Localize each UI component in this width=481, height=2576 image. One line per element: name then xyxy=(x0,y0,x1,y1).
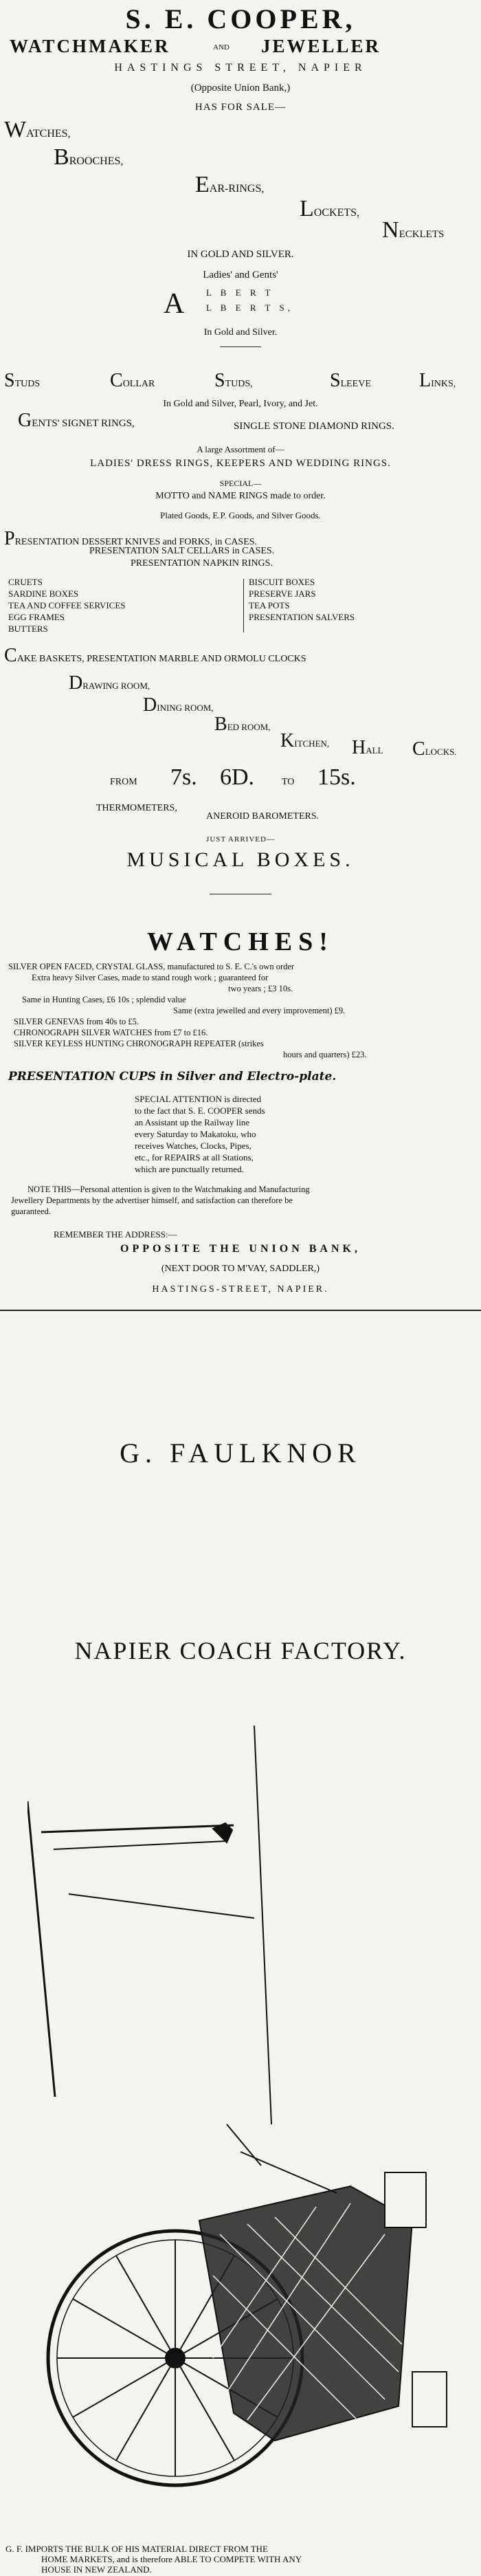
watch-line: SILVER OPEN FACED, CRYSTAL GLASS, manufactured to S. E. C.'s own order xyxy=(8,962,295,971)
special-attention-block: SPECIAL ATTENTION is directed to the fact that S. E. COOPER sends an Assistant up the Railway line every Saturday to Makatoku, who receives Watches, Clocks, Pipes, etc., for REPAIRS at all Stations, which are punctually returned. xyxy=(135,1094,265,1174)
watch-line: SILVER KEYLESS HUNTING CHRONOGRAPH REPEATER (strikes xyxy=(14,1039,264,1048)
rear-step xyxy=(412,2372,447,2427)
watches-heading: WATCHES! xyxy=(147,927,334,956)
clock-dining-room: DINING ROOM, xyxy=(143,694,214,716)
remember-address: REMEMBER THE ADDRESS:— xyxy=(54,1229,177,1240)
presentation-knives: PRESENTATION DESSERT KNIVES and FORKS, in CASES. xyxy=(4,528,258,549)
next-door: (NEXT DOOR TO M'VAY, SADDLER,) xyxy=(161,1264,320,1274)
goods-left-column: CRUETS SARDINE BOXES TEA AND COFFEE SERVICES EGG FRAMES BUTTERS xyxy=(8,577,126,634)
ladies-dress-rings: LADIES' DRESS RINGS, KEEPERS AND WEDDING RINGS. xyxy=(90,458,391,469)
alberts-capital-a: A xyxy=(164,288,185,320)
cake-baskets: CAKE BASKETS, PRESENTATION MARBLE AND ORMOLU CLOCKS xyxy=(4,645,306,666)
alberts-subtitle: In Gold and Silver. xyxy=(203,327,278,338)
gents-signet-rings: GENTS' SIGNET RINGS, xyxy=(18,410,135,431)
price-6d: 6D. xyxy=(220,764,255,790)
watch-line: CHRONOGRAPH SILVER WATCHES from £7 to £16. xyxy=(14,1028,208,1037)
clock-clocks: CLOCKS. xyxy=(412,738,457,760)
watch-line: two years ; £3 10s. xyxy=(228,984,293,993)
clock-hall: HALL xyxy=(352,737,383,758)
to-label: TO xyxy=(282,777,295,787)
presentation-salt: PRESENTATION SALT CELLARS in CASES. xyxy=(89,546,275,556)
aneroid-barometers: ANEROID BAROMETERS. xyxy=(206,811,320,822)
special-label: SPECIAL— xyxy=(219,478,262,488)
clock-bed-room: BED ROOM, xyxy=(214,714,271,735)
imports-paragraph: G. F. IMPORTS THE BULK OF HIS MATERIAL DIRECT FROM THE HOME MARKETS, and is therefore ABLE TO COMPETE WITH ANY HOUSE IN NEW ZEALAND. xyxy=(5,2544,302,2575)
shaft-line xyxy=(254,1726,271,2124)
row-item-studs: STUDS xyxy=(4,370,41,391)
large-assortment: A large Assortment of— xyxy=(197,444,284,454)
alberts-line-2: L B E R T S, xyxy=(206,302,293,313)
seat-box xyxy=(385,2172,426,2227)
cascade-item-earrings: EAR-RINGS, xyxy=(195,172,265,197)
presentation-cups: PRESENTATION CUPS in Silver and Electro-plate. xyxy=(8,1070,337,1083)
street-line: HASTINGS STREET, NAPIER xyxy=(114,62,367,74)
goods-right-column: BISCUIT BOXES PRESERVE JARS TEA POTS PRESENTATION SALVERS xyxy=(249,577,355,622)
from-label: FROM xyxy=(110,777,137,787)
watchmaker-heading: WATCHMAKER xyxy=(10,36,170,56)
watch-line: SILVER GENEVAS from 40s to £5. xyxy=(14,1017,139,1026)
motto-rings: MOTTO and NAME RINGS made to order. xyxy=(155,491,326,501)
cascade-item-necklets: NECKLETS xyxy=(382,217,445,243)
shaft-line xyxy=(27,1801,55,2097)
just-arrived: JUST ARRIVED— xyxy=(206,835,275,844)
cascade-item-lockets: LOCKETS, xyxy=(300,196,360,221)
row-item-links: LINKS, xyxy=(419,370,456,391)
has-for-sale: HAS FOR SALE— xyxy=(194,102,287,113)
clock-kitchen: KITCHEN, xyxy=(280,730,330,751)
column-divider xyxy=(243,579,244,632)
and-word: AND xyxy=(213,43,230,52)
hastings-napier: HASTINGS-STREET, NAPIER. xyxy=(152,1284,329,1295)
advert-title: S. E. COOPER, xyxy=(125,3,356,34)
jeweller-heading: JEWELLER xyxy=(261,36,381,56)
cascade-item-brooches: BROOCHES, xyxy=(54,144,124,170)
opposite-union-bank: (Opposite Union Bank,) xyxy=(190,82,291,93)
plated-goods: Plated Goods, E.P. Goods, and Silver Goods. xyxy=(160,510,321,520)
price-15s: 15s. xyxy=(317,764,356,790)
crossbar xyxy=(41,1825,234,1832)
watch-line: Same (extra jewelled and every improvement) £9. xyxy=(173,1006,346,1015)
watch-line: Extra heavy Silver Cases, made to stand rough work ; guaranteed for xyxy=(32,973,269,982)
materials-line: In Gold and Silver, Pearl, Ivory, and Jet. xyxy=(163,399,318,409)
watch-line: hours and quarters) £23. xyxy=(283,1050,367,1059)
cascade-item-watches: WATCHES, xyxy=(4,117,71,142)
row-item-sleeve: SLEEVE xyxy=(330,370,371,391)
alberts-line-1: L B E R T xyxy=(206,287,274,298)
divider xyxy=(220,346,261,347)
advert-separator xyxy=(0,1310,481,1311)
thermometers: THERMOMETERS, xyxy=(96,803,177,813)
watch-line: Same in Hunting Cases, £6 10s ; splendid value xyxy=(22,995,186,1004)
clock-drawing-room: DRAWING ROOM, xyxy=(69,672,150,694)
front-strut xyxy=(227,2124,337,2193)
price-7s: 7s. xyxy=(170,764,197,790)
musical-boxes: MUSICAL BOXES. xyxy=(126,848,355,871)
in-gold-and-silver: IN GOLD AND SILVER. xyxy=(187,249,294,260)
ladies-gents: Ladies' and Gents' xyxy=(203,269,278,280)
watch-list xyxy=(8,961,367,1060)
crossbar xyxy=(54,1841,227,1849)
row-item-studs-2: STUDS, xyxy=(214,370,253,391)
coach-factory-heading: NAPIER COACH FACTORY. xyxy=(74,1637,407,1664)
carriage-body xyxy=(199,2186,412,2441)
presentation-napkin: PRESENTATION NAPKIN RINGS. xyxy=(131,558,273,569)
single-stone-diamond: SINGLE STONE DIAMOND RINGS. xyxy=(234,421,394,432)
opposite-bank-address: OPPOSITE THE UNION BANK, xyxy=(120,1243,361,1255)
carriage-illustration xyxy=(27,1712,454,2496)
note-paragraph: NOTE THIS—Personal attention is given to the Watchmaking and Manufacturing Jewellery Departments by the advertiser himself, and satisfaction can therefore be guaranteed. xyxy=(11,1185,310,1216)
crossbar xyxy=(69,1894,254,1918)
faulknor-name: G. FAULKNOR xyxy=(120,1438,361,1468)
row-item-collar: COLLAR xyxy=(110,370,155,391)
